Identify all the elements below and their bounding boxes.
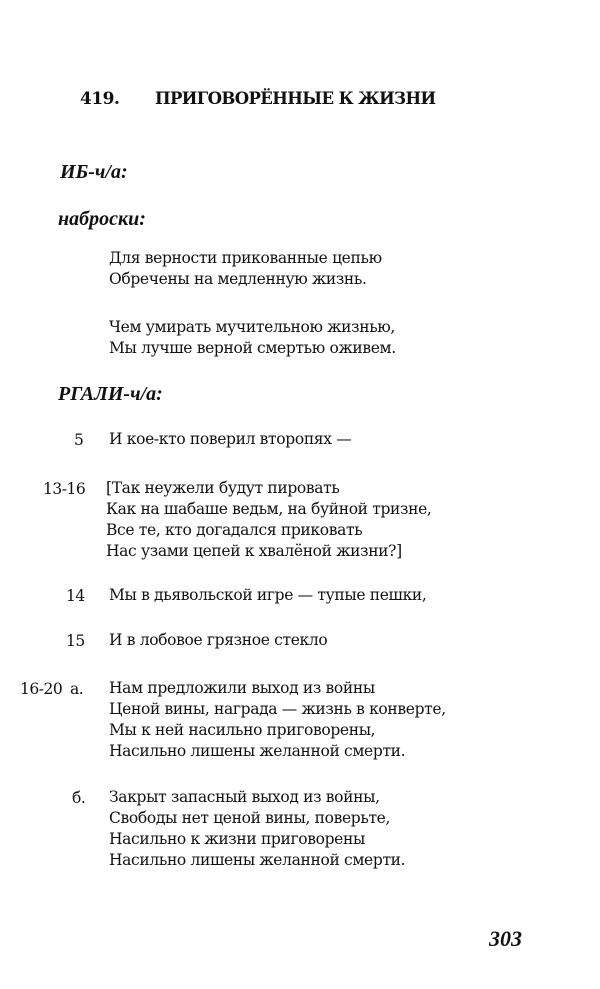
variant-stanza — [109, 678, 446, 762]
verse-line: Как на шабаше ведьм, на буйной тризне, — [106, 500, 432, 518]
variant-stanza — [109, 429, 351, 450]
variant-stanza — [106, 478, 432, 562]
verse-line: Все те, кто догадался приковать — [106, 521, 363, 539]
verse-line: Для верности прикованные цепью — [109, 249, 382, 267]
verse-line: Мы лучше верной смертью оживем. — [109, 339, 396, 357]
section-label-rgali: РГАЛИ-ч/а: — [58, 383, 163, 405]
verse-line: Обречены на медленную жизнь. — [109, 270, 367, 288]
sketch-stanza-1 — [109, 248, 382, 290]
verse-line: Ценой вины, награда — жизнь в конверте, — [109, 700, 446, 718]
verse-line: Насильно к жизни приговорены — [109, 830, 365, 848]
line-number-label: 16-20 — [20, 680, 63, 698]
verse-line: Нас узами цепей к хвалёной жизни?] — [106, 542, 402, 560]
poem-title: ПРИГОВОРЁННЫЕ К ЖИЗНИ — [155, 89, 436, 108]
verse-line: И в лобовое грязное стекло — [109, 631, 328, 649]
line-number-label: 5 — [74, 431, 84, 449]
verse-line: Насильно лишены желанной смерти. — [109, 742, 406, 760]
variant-stanza — [109, 787, 405, 871]
variant-sub-label: а. — [70, 680, 84, 698]
page-number: 303 — [489, 926, 522, 951]
verse-line: Насильно лишены желанной смерти. — [109, 851, 406, 869]
variant-stanza — [109, 630, 327, 651]
verse-line: И кое-кто поверил второпях — — [109, 430, 352, 448]
line-number-label: 14 — [66, 587, 85, 605]
verse-line: Нам предложили выход из войны — [109, 679, 375, 697]
verse-line: Мы в дьявольской игре — тупые пешки, — [109, 586, 427, 604]
verse-line: [Так неужели будут пировать — [106, 479, 340, 497]
variant-stanza — [109, 585, 426, 606]
variant-sub-label: б. — [72, 789, 86, 807]
section-label-ib: ИБ-ч/а: — [60, 161, 128, 183]
line-number-label: 15 — [66, 632, 85, 650]
line-number-label: 13-16 — [43, 480, 86, 498]
verse-line: Закрыт запасный выход из войны, — [109, 788, 380, 806]
verse-line: Чем умирать мучительною жизнью, — [109, 318, 396, 336]
section-label-sketches: наброски: — [58, 208, 146, 230]
sketch-stanza-2 — [109, 317, 396, 359]
verse-line: Мы к ней насильно приговорены, — [109, 721, 376, 739]
poem-number: 419. — [80, 89, 120, 109]
verse-line: Свободы нет ценой вины, поверьте, — [109, 809, 391, 827]
